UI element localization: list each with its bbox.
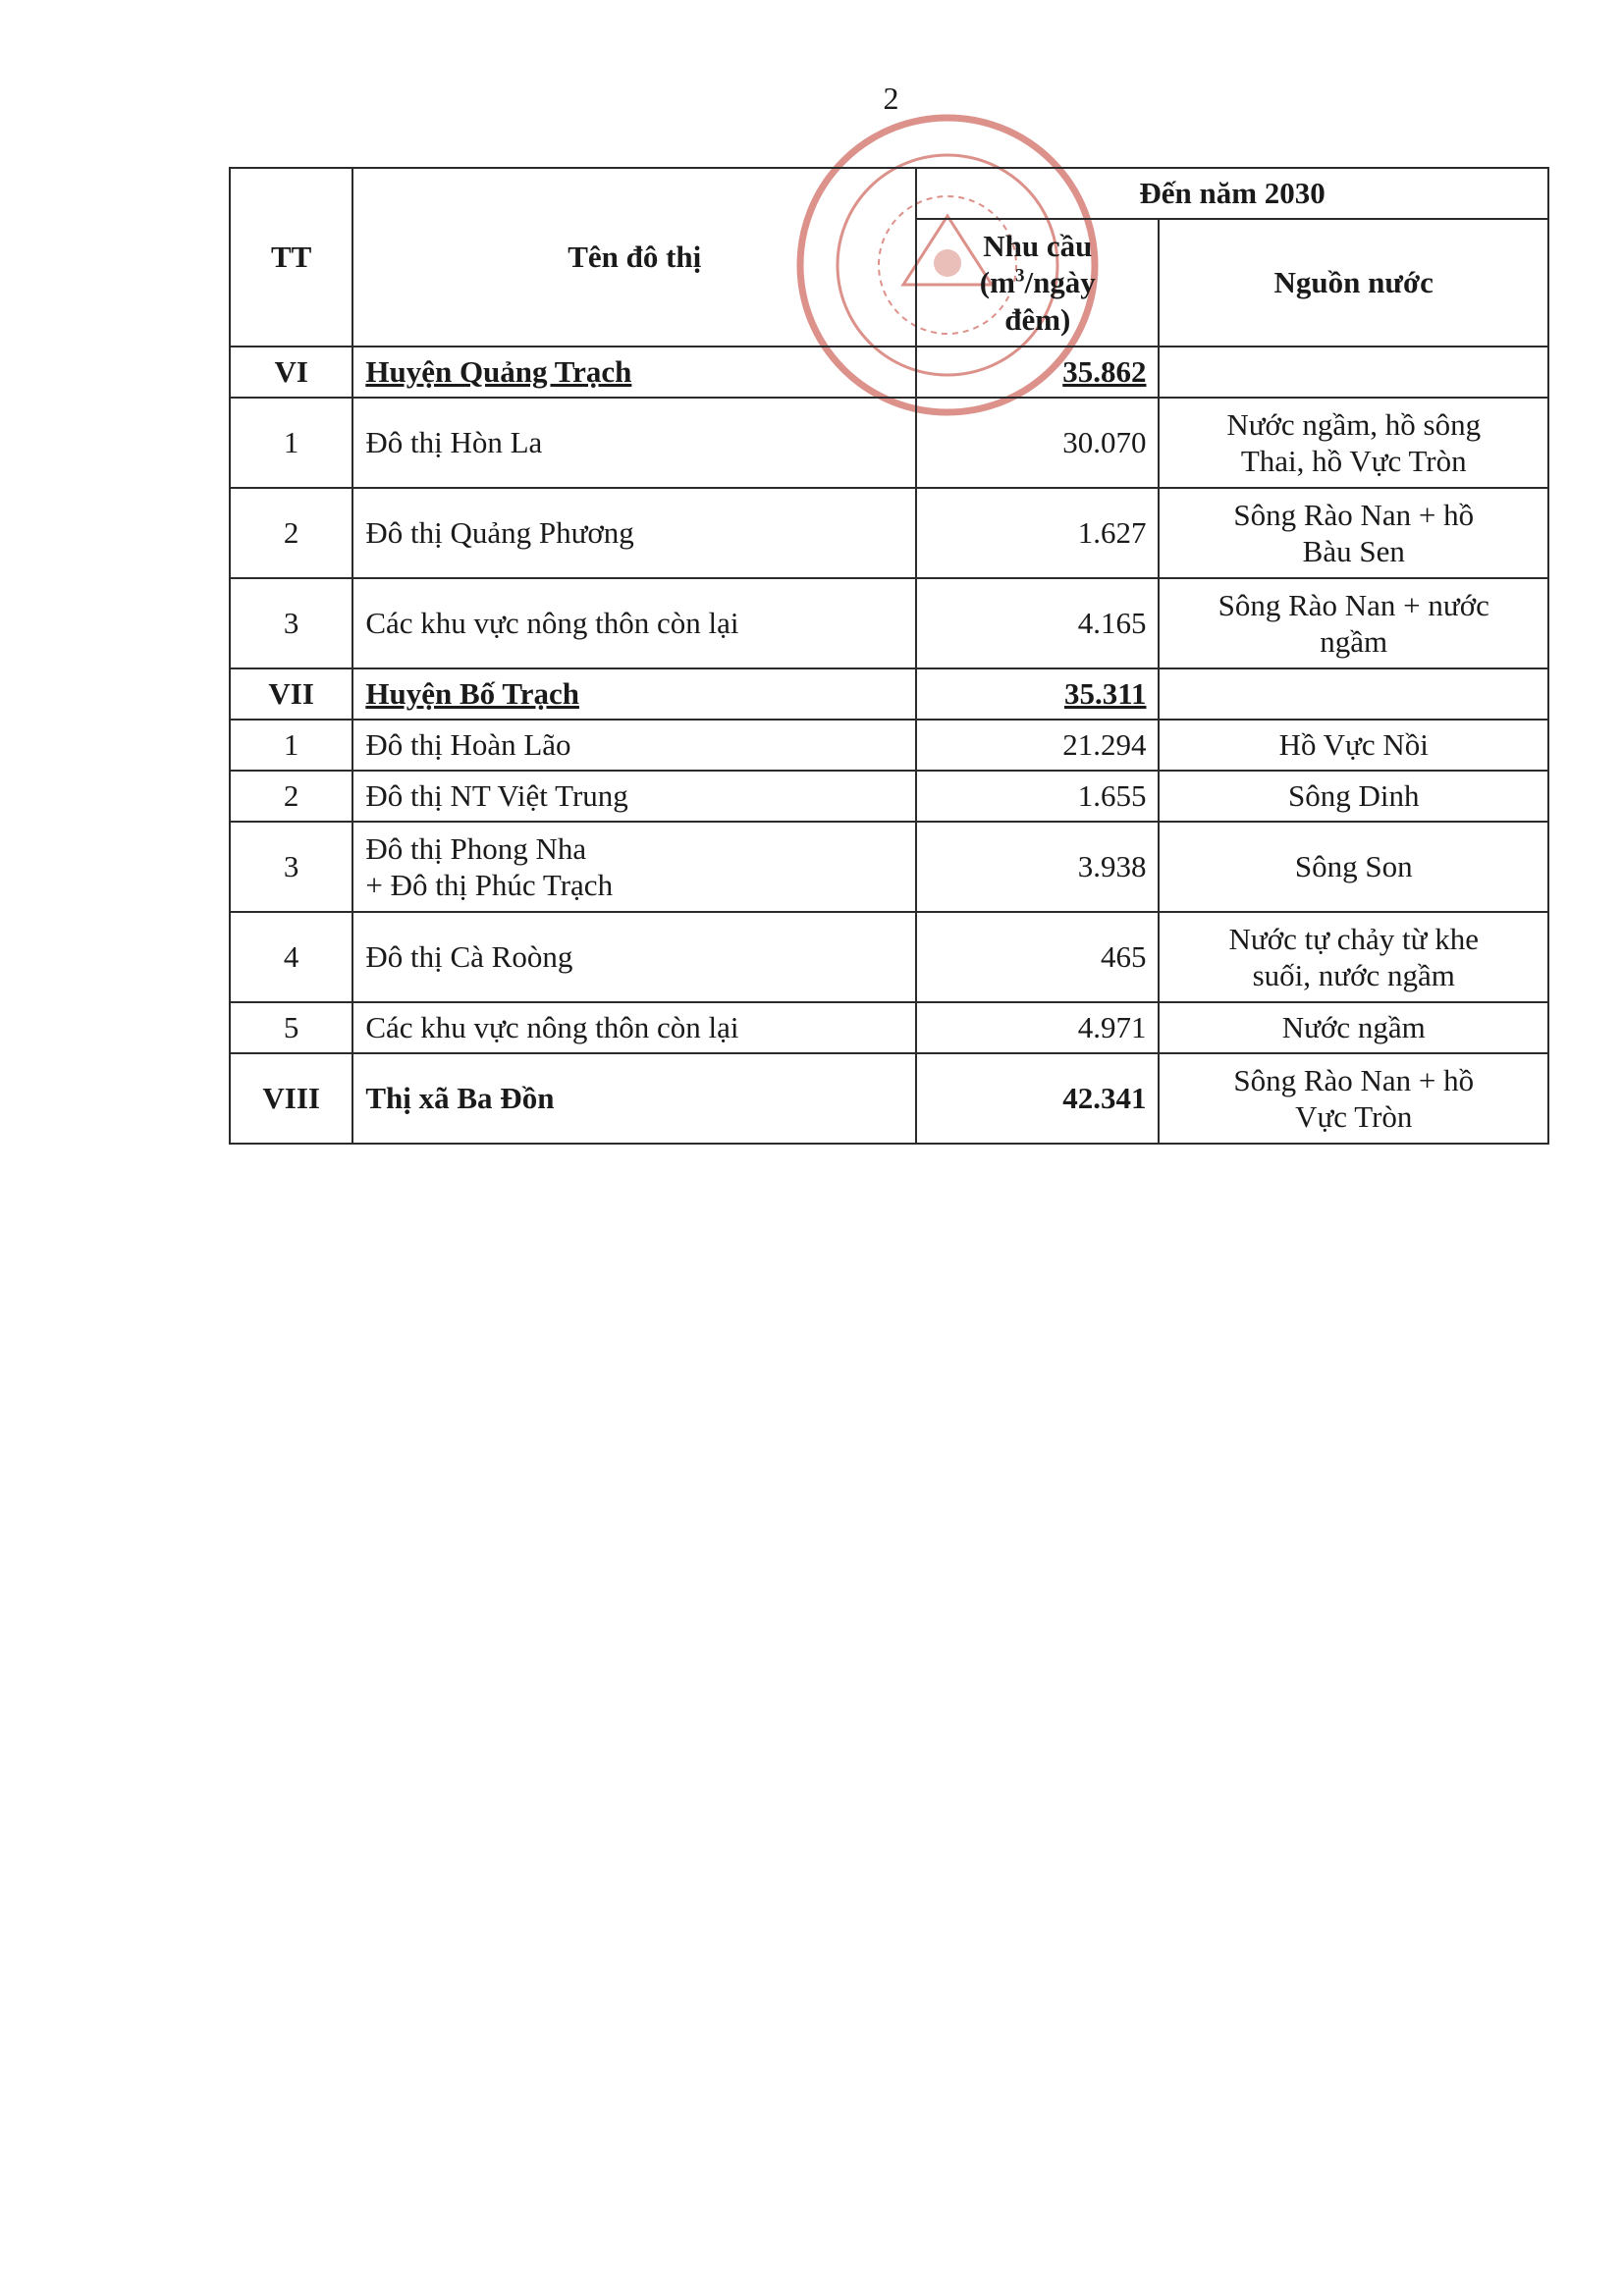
cell-demand: 35.311	[916, 668, 1159, 720]
header-demand-line1: Nhu cầu	[983, 229, 1093, 264]
cell-water-source	[1159, 668, 1548, 720]
header-tt: TT	[230, 168, 352, 347]
cell-tt: 2	[230, 771, 352, 822]
header-demand-line3: đêm)	[1004, 301, 1071, 337]
cell-water-source: Nước ngầm, hồ sông Thai, hồ Vực Tròn	[1159, 398, 1548, 488]
cell-demand: 1.627	[916, 488, 1159, 578]
table-body	[230, 347, 1548, 1144]
cell-demand: 35.862	[916, 347, 1159, 398]
cell-urban-name: Các khu vực nông thôn còn lại	[352, 578, 916, 668]
table-row	[230, 720, 1548, 771]
cell-water-source: Nước tự chảy từ khe suối, nước ngầm	[1159, 912, 1548, 1002]
table-row	[230, 398, 1548, 488]
cell-tt: 2	[230, 488, 352, 578]
cell-demand: 42.341	[916, 1053, 1159, 1144]
table-row	[230, 1002, 1548, 1053]
cell-urban-name: Các khu vực nông thôn còn lại	[352, 1002, 916, 1053]
cell-water-source: Sông Dinh	[1159, 771, 1548, 822]
cell-demand: 30.070	[916, 398, 1159, 488]
header-demand	[916, 219, 1159, 347]
table-row	[230, 912, 1548, 1002]
header-period: Đến năm 2030	[916, 168, 1548, 219]
cell-demand: 1.655	[916, 771, 1159, 822]
cell-tt: 5	[230, 1002, 352, 1053]
table-group-row	[230, 347, 1548, 398]
cell-tt: VI	[230, 347, 352, 398]
header-water-source: Nguồn nước	[1159, 219, 1548, 347]
table-group-row	[230, 668, 1548, 720]
cell-water-source: Nước ngầm	[1159, 1002, 1548, 1053]
cell-demand: 3.938	[916, 822, 1159, 912]
page-number: 2	[883, 80, 899, 116]
cell-tt: 1	[230, 398, 352, 488]
cell-urban-name: Đô thị Phong Nha + Đô thị Phúc Trạch	[352, 822, 916, 912]
cell-water-source: Sông Rào Nan + nước ngầm	[1159, 578, 1548, 668]
cell-water-source: Sông Rào Nan + hồ Bàu Sen	[1159, 488, 1548, 578]
table-group-row	[230, 1053, 1548, 1144]
cell-urban-name: Đô thị Hòn La	[352, 398, 916, 488]
cell-urban-name: Huyện Bố Trạch	[352, 668, 916, 720]
water-demand-table	[229, 167, 1549, 1145]
cell-tt: 1	[230, 720, 352, 771]
cell-demand: 21.294	[916, 720, 1159, 771]
cell-water-source: Hồ Vực Nồi	[1159, 720, 1548, 771]
cell-demand: 4.971	[916, 1002, 1159, 1053]
cell-tt: 4	[230, 912, 352, 1002]
table-row	[230, 578, 1548, 668]
cell-water-source: Sông Rào Nan + hồ Vực Tròn	[1159, 1053, 1548, 1144]
cell-urban-name: Đô thị Hoàn Lão	[352, 720, 916, 771]
table-row	[230, 488, 1548, 578]
table-row	[230, 771, 1548, 822]
table-row	[230, 822, 1548, 912]
cell-water-source: Sông Son	[1159, 822, 1548, 912]
cell-urban-name: Huyện Quảng Trạch	[352, 347, 916, 398]
cell-tt: 3	[230, 578, 352, 668]
header-demand-line2: ($m^3$/ngày	[979, 265, 1096, 300]
cell-urban-name: Đô thị Cà Roòng	[352, 912, 916, 1002]
cell-tt: 3	[230, 822, 352, 912]
cell-urban-name: Đô thị NT Việt Trung	[352, 771, 916, 822]
cell-tt: VII	[230, 668, 352, 720]
cell-demand: 465	[916, 912, 1159, 1002]
cell-tt: VIII	[230, 1053, 352, 1144]
header-urban-name: Tên đô thị	[352, 168, 916, 347]
cell-urban-name: Thị xã Ba Đồn	[352, 1053, 916, 1144]
cell-demand: 4.165	[916, 578, 1159, 668]
cell-urban-name: Đô thị Quảng Phương	[352, 488, 916, 578]
cell-water-source	[1159, 347, 1548, 398]
